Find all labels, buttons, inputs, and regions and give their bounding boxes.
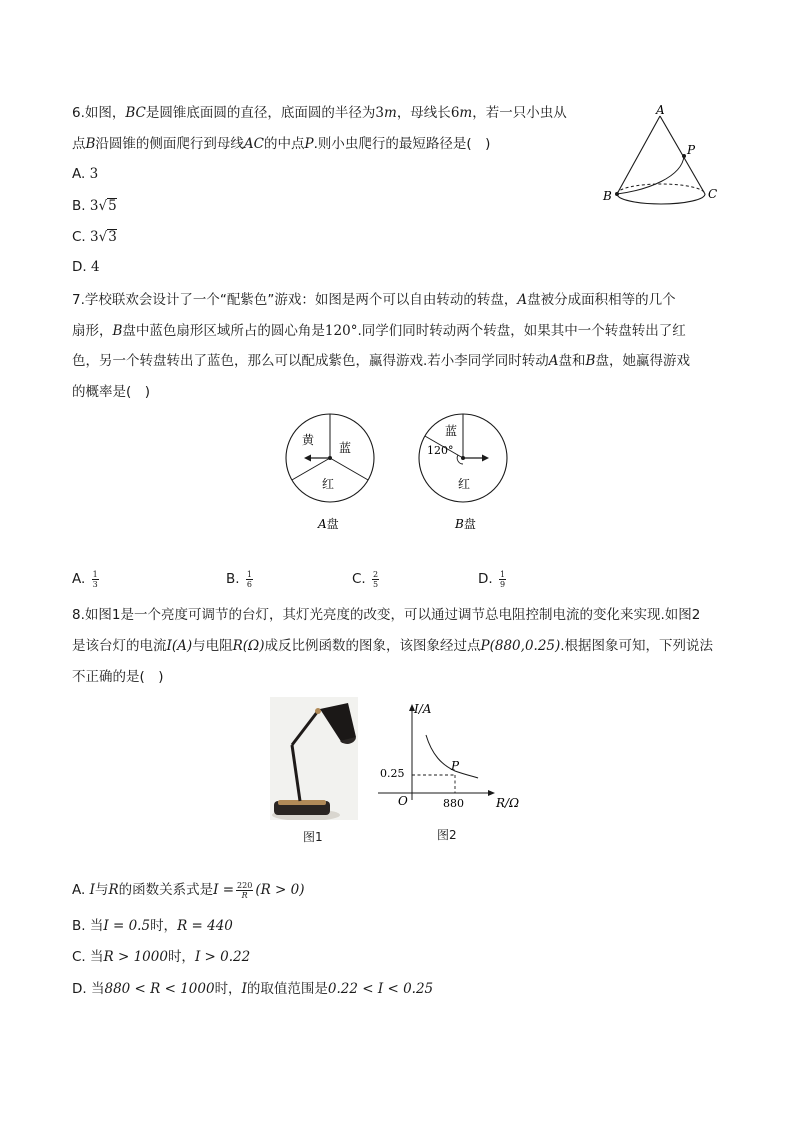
q8-stem-line3: 不正确的是( ) [72,669,164,685]
spinner-b-caption: B盘 [455,517,476,531]
q6-stem-line1: 6.如图，BC是圆锥底面圆的直径，底面圆的半径为3m，母线长6m，若一只小虫从 [72,105,567,121]
q6-cone-figure [598,102,728,214]
spinner-a-figure [282,410,382,540]
point-p-label: P [451,759,460,773]
spinner-a-caption: A盘 [318,517,339,531]
q6-option-b: B. 3√5 [72,198,117,214]
q7-stem-line3: 色，另一个转盘转出了蓝色，那么可以配成紫色，赢得游戏.若小李同学同时转动A盘和B盘，她赢得游戏 [72,353,690,369]
q6-option-c: C. 3√3 [72,229,117,245]
q8-option-a: A. I与R的函数关系式是I = $\frac{220}{R}$ (R > 0) [72,880,305,900]
spinner-b-angle-label: 120° [427,444,454,457]
q7-option-c: C. $\frac{2}{5}$ [352,569,379,589]
cone-left-generatrix [617,116,660,194]
x-axis-label: R/Ω [496,796,520,810]
spinner-a-blue-label: 蓝 [339,441,352,455]
q8-stem-line2: 是该台灯的电流I(A)与电阻R(Ω)成反比例函数的图象，该图象经过点P(880,0.25).根据图象可知，下列说法 [72,638,714,654]
q7-option-d: D. $\frac{1}{9}$ [478,569,506,589]
q8-option-d: D. 当880 < R < 1000时，I的取值范围是0.22 < I < 0.25 [72,981,434,997]
label-b: B [603,189,612,203]
spinner-b-arrowhead [482,455,489,462]
fig1-caption: 图1 [303,830,323,844]
lamp-joint [315,708,321,714]
label-c: C [708,187,718,201]
spinner-a-red-label: 红 [322,477,335,491]
label-p: P [687,143,696,157]
q8-option-b: B. 当I = 0.5时，R = 440 [72,918,233,934]
spinner-b-red-label: 红 [458,477,471,491]
fig2-caption: 图2 [437,828,457,842]
spinner-b-center [461,456,465,460]
q7-option-b: B. $\frac{1}{6}$ [226,569,252,589]
spinner-b-figure [415,410,515,540]
q7-option-a: A. $\frac{1}{3}$ [72,569,98,589]
spinner-a-divider-right [330,458,368,480]
label-a: A [656,103,665,117]
lamp-photo [270,697,358,820]
q7-stem-line2: 扇形，B盘中蓝色扇形区域所占的圆心角是120°.同学们同时转动两个转盘，如果其中一个转盘转出了红 [72,323,686,339]
cone-base-front [617,194,705,204]
origin-label: O [398,794,408,808]
q7-stem-line4: 的概率是( ) [72,384,151,400]
spinner-a-yellow-label: 黄 [302,433,315,447]
spinner-a-arrowhead [304,455,311,462]
x-tick-label: 880 [443,797,464,810]
lamp-base-trim [278,800,326,805]
point-b-dot [615,192,619,196]
y-axis-label: I/A [414,702,432,716]
q8-option-c: C. 当R > 1000时，I > 0.22 [72,949,251,965]
point-p-dot [682,154,686,158]
q6-option-a: A. 3 [72,166,99,182]
q6-stem-line2: 点B沿圆锥的侧面爬行到母线AC的中点P.则小虫爬行的最短路径是( ) [72,136,491,152]
q7-stem-line1: 7.学校联欢会设计了一个“配紫色”游戏：如图是两个可以自由转动的转盘，A盘被分成面积相等的几个 [72,292,676,308]
spinner-b-blue-label: 蓝 [445,424,458,438]
spinner-a-center [328,456,332,460]
q8-stem-line1: 8.如图1是一个亮度可调节的台灯，其灯光亮度的改变，可以通过调节总电阻控制电流的变化来实现.如图2 [72,607,701,623]
y-tick-label: 0.25 [380,767,405,780]
cone-base-back [617,184,705,194]
q6-option-d: D. 4 [72,259,100,275]
